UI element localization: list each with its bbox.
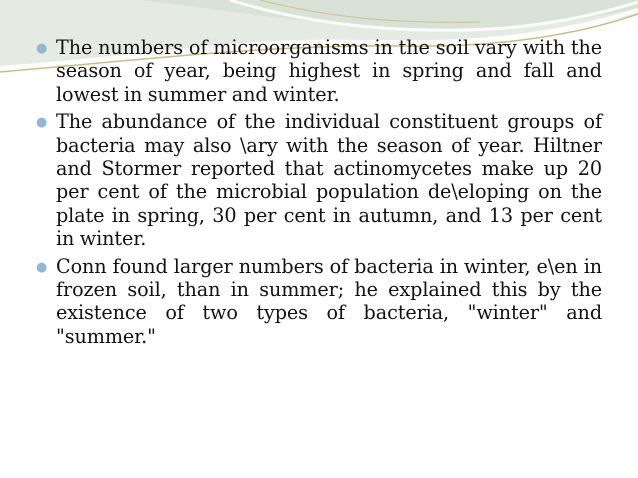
bullet-text: Conn found larger numbers of bacteria in winter, e\en in frozen soil, than in summer; he explained this by the existence of two types of bacteria, "winter" and "summer."	[56, 254, 602, 348]
bullet-text: The abundance of the individual constituent groups of bacteria may also \ary with the season of year. Hiltner and Stormer reported that actinomycetes make up 20 per cent of the microbial population de\eloping on the plate in spring, 30 per cent in autumn, and 13 per cent in winter.	[56, 110, 602, 251]
circle-bullet-icon: ●	[36, 259, 48, 275]
bullet-text: The numbers of microorganisms in the soil vary with the season of year, being highest in spring and fall and lowest in summer and winter.	[56, 36, 602, 106]
circle-bullet-icon: ●	[36, 115, 48, 131]
circle-bullet-icon: ●	[36, 41, 48, 56]
bullet-item	[36, 255, 602, 349]
bullet-list	[36, 36, 602, 352]
bullet-item	[36, 110, 602, 250]
bullet-item	[36, 36, 602, 106]
